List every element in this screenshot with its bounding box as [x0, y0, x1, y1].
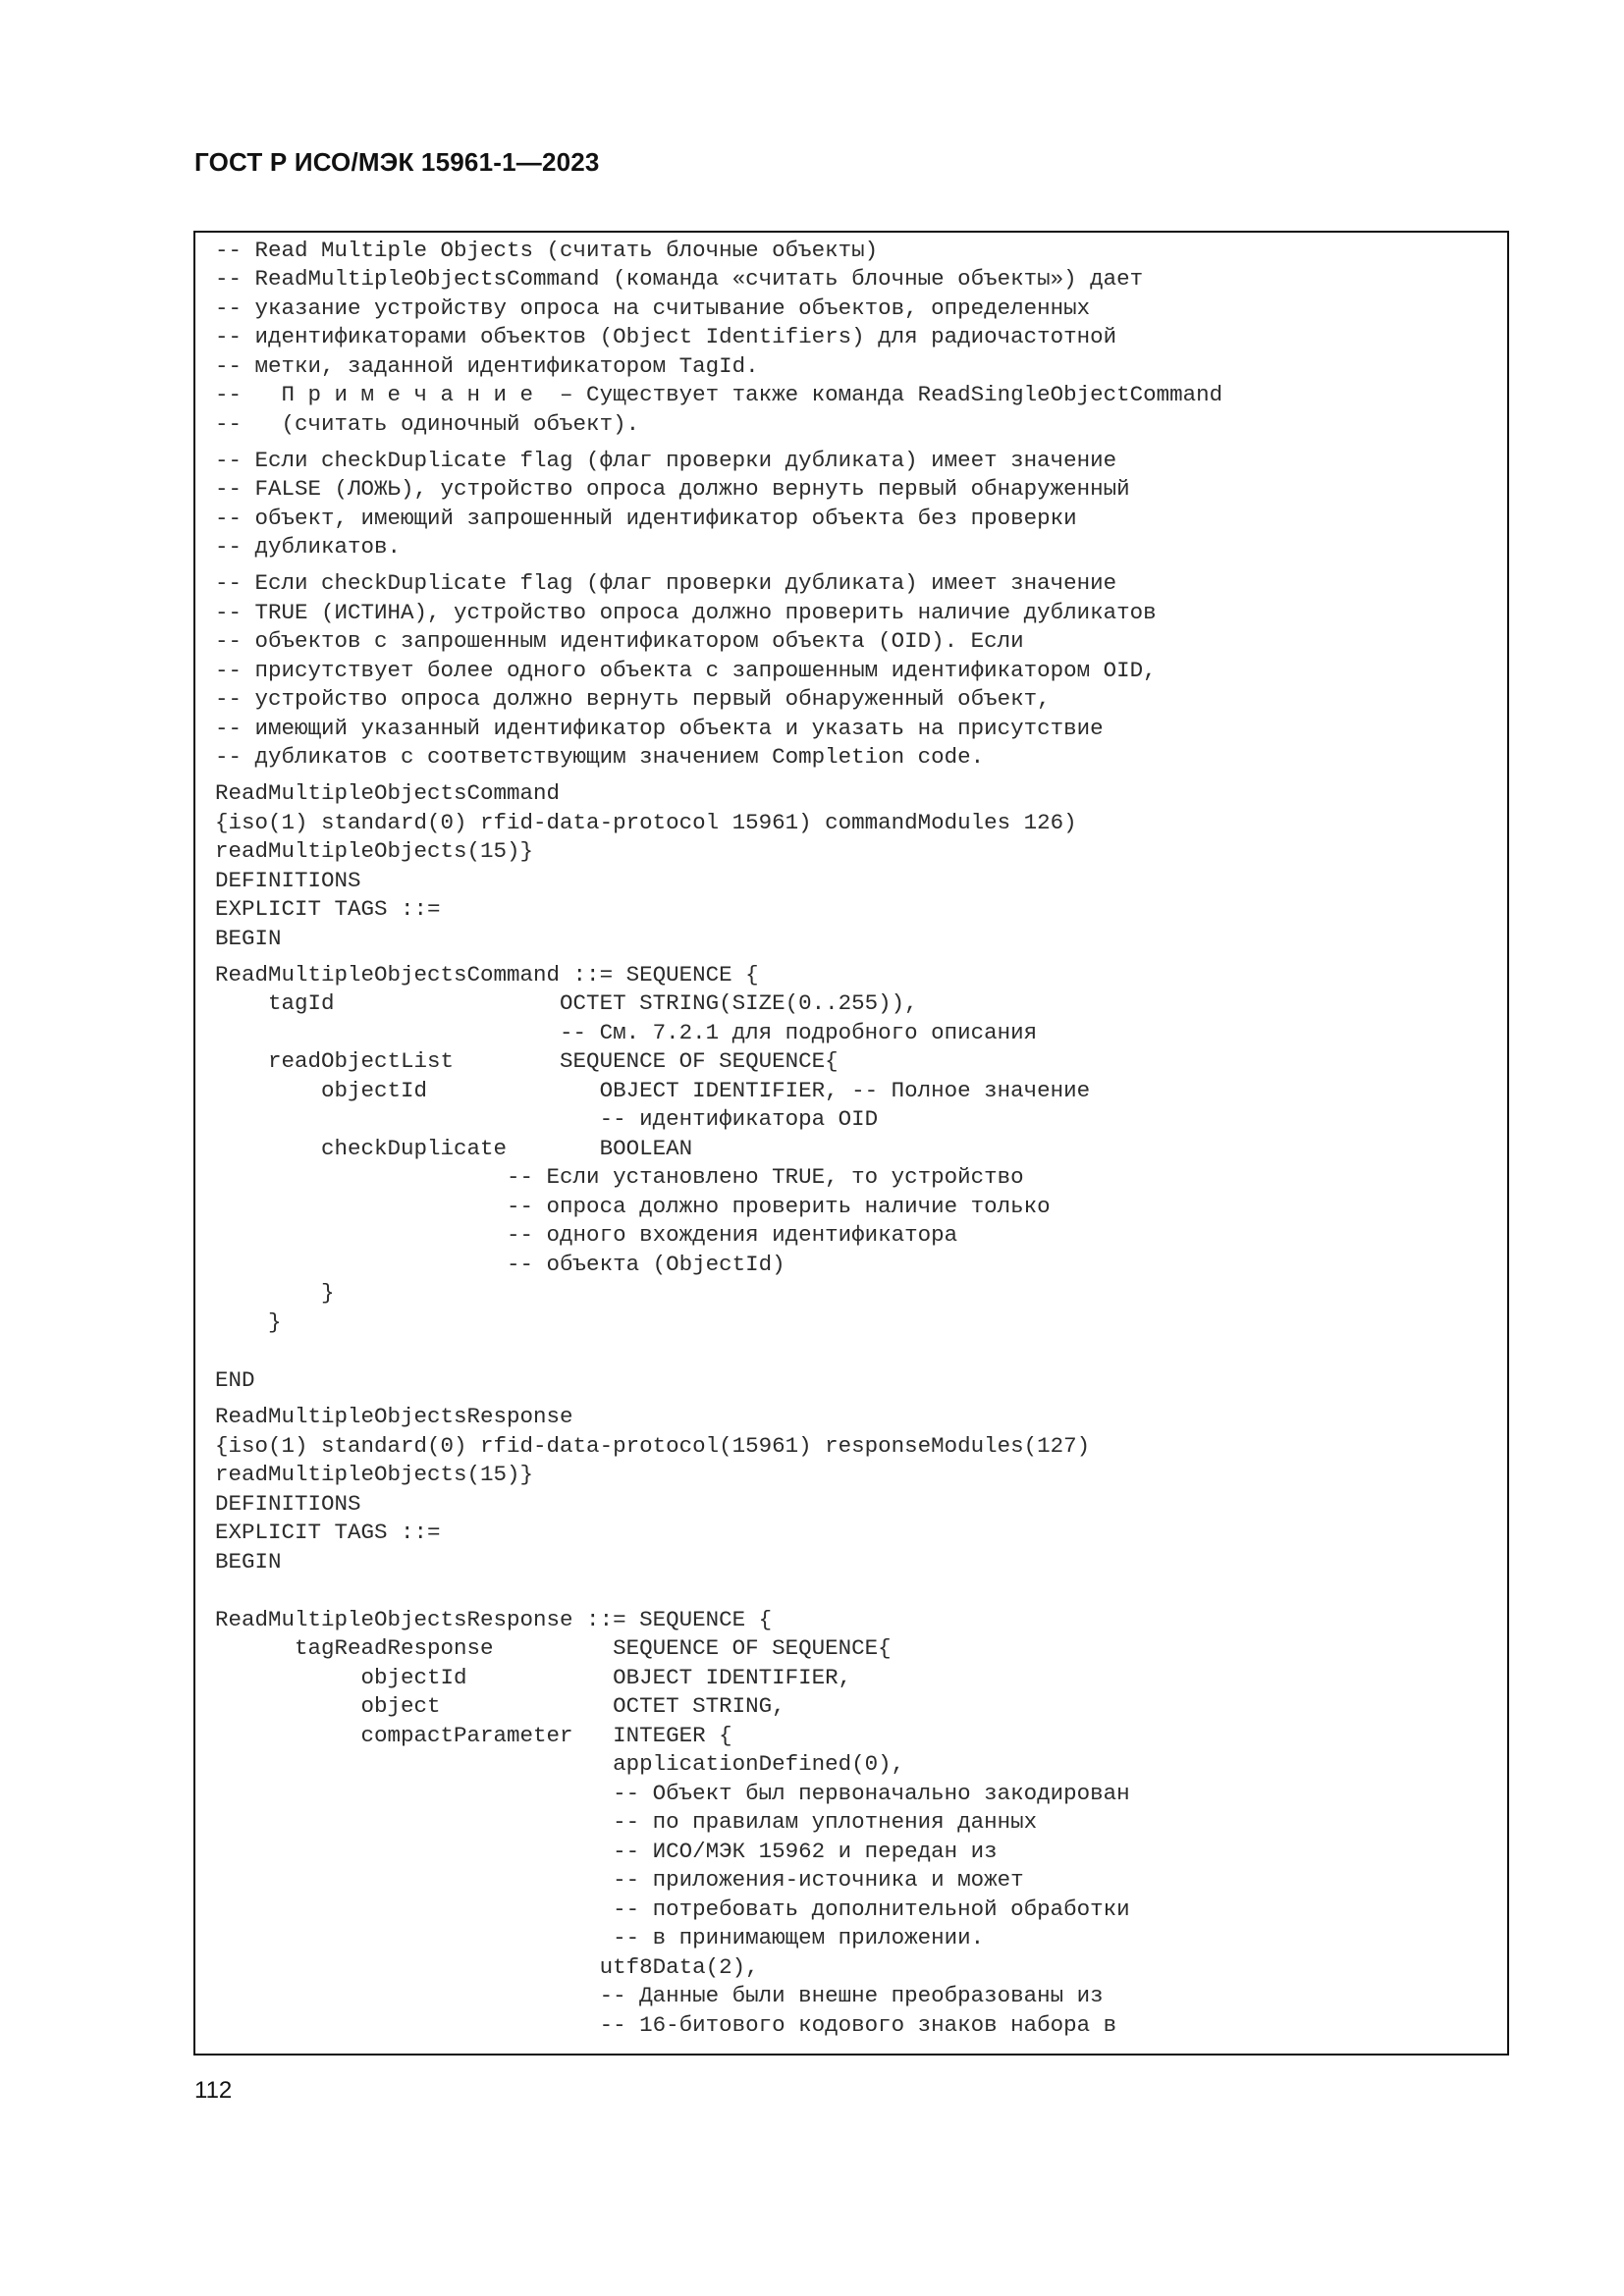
code-line: EXPLICIT TAGS ::=: [215, 1520, 441, 1545]
code-line: -- присутствует более одного объекта с запрошенным идентификатором OID,: [215, 658, 1157, 683]
code-line: DEFINITIONS: [215, 1491, 361, 1517]
code-line: -- в принимающем приложении.: [215, 1925, 985, 1950]
code-line: ReadMultipleObjectsResponse ::= SEQUENCE {: [215, 1607, 773, 1632]
code-line: ReadMultipleObjectsCommand ::= SEQUENCE {: [215, 962, 759, 988]
code-line: readMultipleObjects(15)}: [215, 838, 534, 864]
code-line: ReadMultipleObjectsCommand: [215, 780, 561, 806]
code-line: -- Если установлено TRUE, то устройство: [215, 1164, 1024, 1190]
code-line: DEFINITIONS: [215, 868, 361, 893]
code-line: -- TRUE (ИСТИНА), устройство опроса должно проверить наличие дубликатов: [215, 600, 1157, 625]
code-line: -- Данные были внешне преобразованы из: [215, 1983, 1104, 2008]
code-line: {iso(1) standard(0) rfid-data-protocol 15961) commandModules 126): [215, 810, 1077, 835]
code-line: -- Read Multiple Objects (считать блочные объекты): [215, 238, 879, 263]
code-line: -- имеющий указанный идентификатор объекта и указать на присутствие: [215, 716, 1104, 741]
code-line: -- идентификатора OID: [215, 1106, 879, 1132]
page-number: 112: [194, 2077, 233, 2104]
code-line: -- одного вхождения идентификатора: [215, 1222, 958, 1248]
code-line: -- объектов с запрошенным идентификатором объекта (OID). Если: [215, 628, 1024, 654]
code-line: -- приложения-источника и может: [215, 1867, 1024, 1893]
code-line: END: [215, 1367, 255, 1393]
asn1-code-listing: [193, 231, 1509, 2056]
code-line: -- П р и м е ч а н и е – Существует также команда ReadSingleObjectCommand: [215, 382, 1223, 407]
code-line: -- См. 7.2.1 для подробного описания: [215, 1020, 1038, 1045]
code-line: tagReadResponse SEQUENCE OF SEQUENCE{: [215, 1635, 892, 1661]
code-line: utf8Data(2),: [215, 1954, 759, 1980]
code-line: applicationDefined(0),: [215, 1751, 905, 1777]
code-line: }: [215, 1309, 282, 1335]
code-line: }: [215, 1280, 335, 1306]
code-line: -- объекта (ObjectId): [215, 1252, 785, 1277]
code-line: -- объект, имеющий запрошенный идентификатор объекта без проверки: [215, 506, 1077, 531]
code-line: -- по правилам уплотнения данных: [215, 1809, 1038, 1835]
code-line: -- (считать одиночный объект).: [215, 411, 640, 437]
code-line: readObjectList SEQUENCE OF SEQUENCE{: [215, 1048, 839, 1074]
code-line: -- Если checkDuplicate flag (флаг проверки дубликата) имеет значение: [215, 570, 1117, 596]
code-line: -- потребовать дополнительной обработки: [215, 1896, 1130, 1922]
code-line: checkDuplicate BOOLEAN: [215, 1136, 693, 1161]
code-line: -- Если checkDuplicate flag (флаг проверки дубликата) имеет значение: [215, 448, 1117, 473]
document-header: ГОСТ Р ИСО/МЭК 15961-1—2023: [194, 147, 600, 177]
code-line: ReadMultipleObjectsResponse: [215, 1404, 573, 1429]
code-line: -- дубликатов.: [215, 534, 402, 560]
code-line: -- FALSE (ЛОЖЬ), устройство опроса должно вернуть первый обнаруженный: [215, 476, 1130, 502]
code-line: -- 16-битового кодового знаков набора в: [215, 2012, 1117, 2038]
code-line: {iso(1) standard(0) rfid-data-protocol(15961) responseModules(127): [215, 1433, 1091, 1459]
code-line: objectId OBJECT IDENTIFIER, -- Полное значение: [215, 1078, 1091, 1103]
code-line: compactParameter INTEGER {: [215, 1723, 732, 1748]
code-line: -- идентификаторами объектов (Object Identifiers) для радиочастотной: [215, 324, 1117, 349]
code-line: EXPLICIT TAGS ::=: [215, 896, 441, 922]
code-line: objectId OBJECT IDENTIFIER,: [215, 1665, 852, 1690]
code-line: -- ИСО/МЭК 15962 и передан из: [215, 1839, 998, 1864]
code-line: object OCTET STRING,: [215, 1693, 785, 1719]
code-line: -- дубликатов с соответствующим значением Completion code.: [215, 744, 985, 770]
code-line: BEGIN: [215, 1549, 282, 1575]
code-line: tagId OCTET STRING(SIZE(0..255)),: [215, 990, 918, 1016]
code-line: -- устройство опроса должно вернуть первый обнаруженный объект,: [215, 686, 1051, 712]
code-lines: [195, 233, 1507, 2054]
code-line: -- Объект был первоначально закодирован: [215, 1781, 1130, 1806]
code-line: BEGIN: [215, 926, 282, 951]
code-line: -- опроса должно проверить наличие только: [215, 1194, 1051, 1219]
code-line: readMultipleObjects(15)}: [215, 1462, 534, 1487]
code-line: -- указание устройству опроса на считывание объектов, определенных: [215, 295, 1091, 321]
code-line: -- ReadMultipleObjectsCommand (команда «считать блочные объекты») дает: [215, 266, 1144, 292]
code-line: -- метки, заданной идентификатором TagId.: [215, 353, 759, 379]
